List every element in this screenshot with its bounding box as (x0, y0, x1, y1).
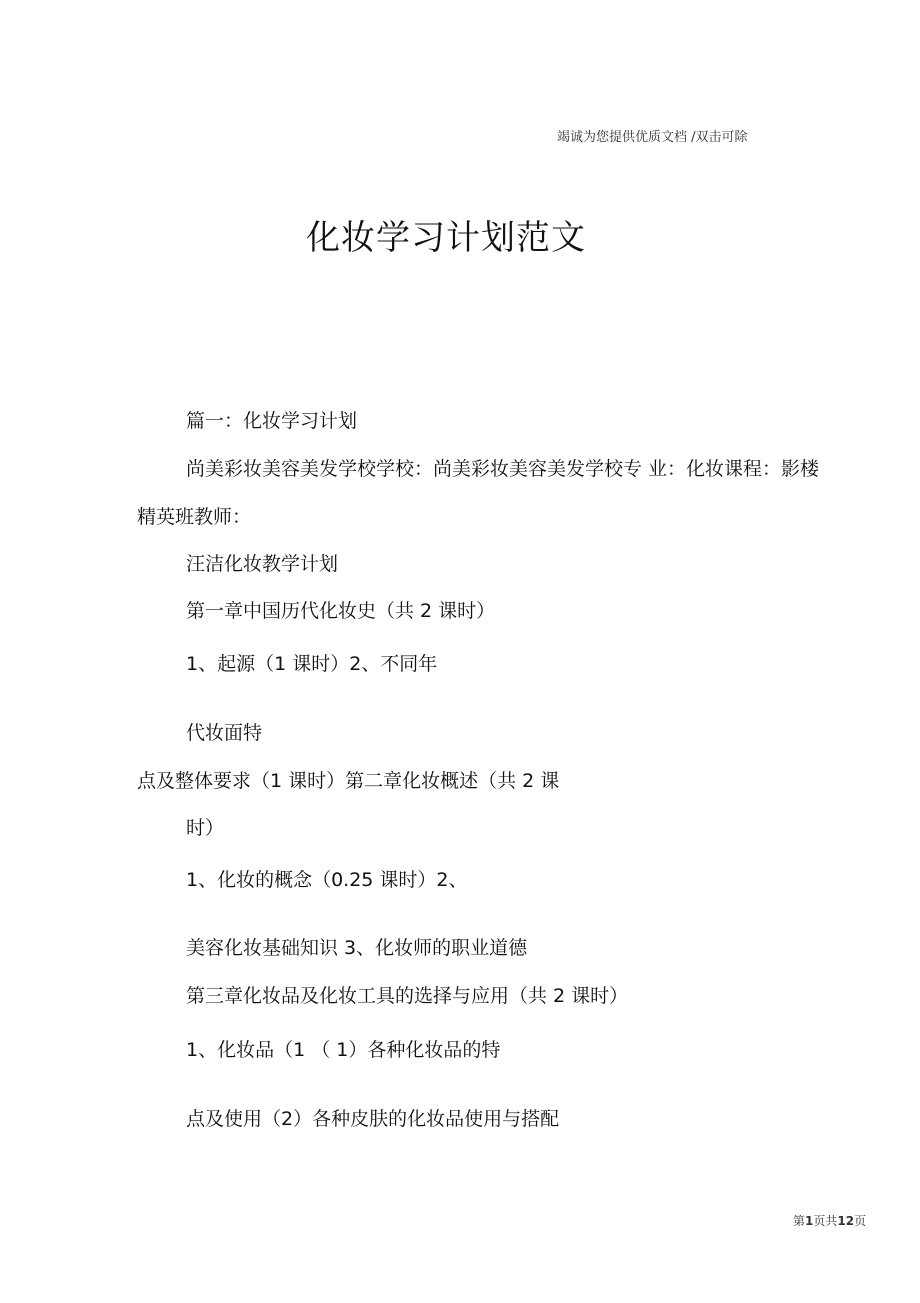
paragraph-line-14: 点及使用（2）各种皮肤的化妆品使用与搭配 (186, 1108, 560, 1130)
footer-prefix: 第 (793, 1214, 806, 1228)
footer-total-pages: 12 (837, 1214, 855, 1228)
header-note: 竭诚为您提供优质文档 /双击可除 (557, 130, 748, 145)
paragraph-line-9: 时） (186, 817, 225, 839)
footer-middle: 页共 (813, 1214, 838, 1228)
paragraph-line-6: 1、起源（1 课时）2、不同年 (186, 653, 438, 675)
paragraph-line-2: 尚美彩妆美容美发学校学校：尚美彩妆美容美发学校专 业：化妆课程：影楼 (186, 458, 820, 480)
paragraph-line-10: 1、化妆的概念（0.25 课时）2、 (186, 869, 468, 891)
paragraph-line-4: 汪洁化妆教学计划 (186, 553, 339, 575)
paragraph-line-11: 美容化妆基础知识 3、化妆师的职业道德 (186, 937, 528, 959)
footer-suffix: 页 (854, 1214, 867, 1228)
page-footer (793, 1212, 866, 1229)
footer-current-page: 1 (805, 1214, 814, 1228)
paragraph-line-12: 第三章化妆品及化妆工具的选择与应用（共 2 课时） (186, 985, 629, 1007)
paragraph-line-7: 代妆面特 (186, 722, 263, 744)
paragraph-line-5: 第一章中国历代化妆史（共 2 课时） (186, 600, 496, 622)
paragraph-line-13: 1、化妆品（1 （ 1）各种化妆品的特 (186, 1039, 501, 1061)
document-title: 化妆学习计划范文 (306, 218, 586, 258)
paragraph-line-1: 篇一：化妆学习计划 (186, 410, 358, 432)
paragraph-line-3: 精英班教师： (137, 506, 252, 528)
paragraph-line-8: 点及整体要求（1 课时）第二章化妆概述（共 2 课 (137, 770, 560, 792)
